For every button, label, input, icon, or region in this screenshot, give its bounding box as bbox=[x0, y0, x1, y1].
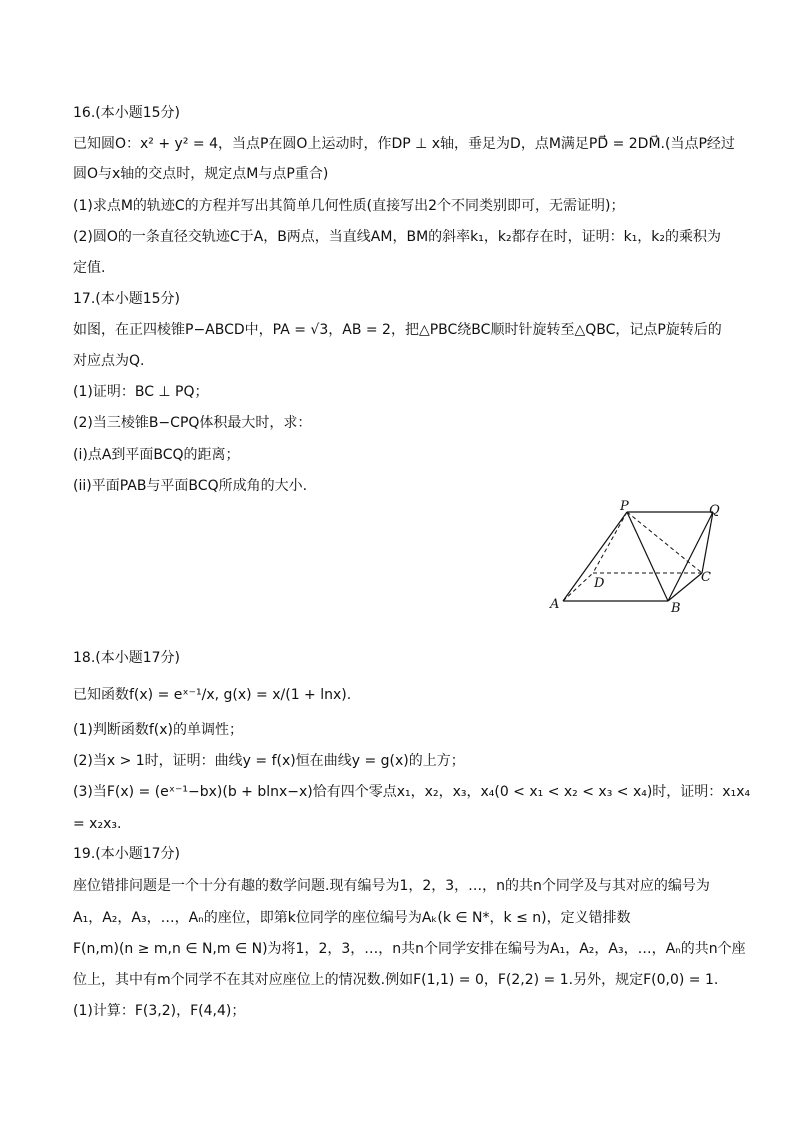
q16-line-1: 已知圆O：x² + y² = 4，当点P在圆O上运动时，作DP ⊥ x轴，垂足为D，点M满足PD⃗ = 2DM⃗.(当点P经过 bbox=[73, 136, 735, 152]
q19-line-2: A₁，A₂，A₃，…，Aₙ的座位，即第k位同学的座位编号为Aₖ(k ∈ N*，k ≤ n)，定义错排数 bbox=[73, 910, 631, 926]
q18-title: 18.(本小题17分) bbox=[73, 650, 181, 666]
q16-line-4: (2)圆O的一条直径交轨迹C于A，B两点，当直线AM，BM的斜率k₁，k₂都存在时，证明：k₁，k₂的乘积为 bbox=[73, 229, 722, 245]
edge-PB bbox=[627, 512, 668, 601]
q18-line-1: 已知函数f(x) = eˣ⁻¹/x, g(x) = x/(1 + lnx). bbox=[73, 687, 352, 703]
label-D: D bbox=[594, 576, 605, 591]
label-B: B bbox=[671, 601, 681, 616]
q16-line-3: (1)求点M的轨迹C的方程并写出其简单几何性质(直接写出2个不同类别即可，无需证明)； bbox=[73, 198, 625, 214]
q19-line-3: F(n,m)(n ≥ m,n ∈ N,m ∈ N)为将1，2，3，…，n共n个同学安排在编号为A₁，A₂，A₃，…，Aₙ的共n个座 bbox=[73, 941, 746, 957]
q18-line-3: (2)当x > 1时，证明：曲线y = f(x)恒在曲线y = g(x)的上方； bbox=[73, 753, 465, 769]
pyramid-figure bbox=[545, 500, 730, 620]
q18-line-2: (1)判断函数f(x)的单调性； bbox=[73, 722, 243, 738]
label-P: P bbox=[620, 500, 629, 514]
q18-line-4: (3)当F(x) = (eˣ⁻¹−bx)(b + blnx−x)恰有四个零点x₁，x₂，x₃，x₄(0 < x₁ < x₂ < x₃ < x₄)时，证明：x₁x₄ bbox=[73, 784, 751, 800]
edge-PC-hidden bbox=[627, 512, 702, 573]
q17-line-5: (i)点A到平面BCQ的距离； bbox=[73, 447, 240, 463]
q16-line-5: 定值. bbox=[73, 260, 106, 276]
edge-QC bbox=[702, 512, 713, 573]
label-A: A bbox=[550, 597, 560, 612]
q19-line-5: (1)计算：F(3,2)，F(4,4)； bbox=[73, 1003, 246, 1019]
q17-line-4: (2)当三棱锥B−CPQ体积最大时，求： bbox=[73, 415, 312, 431]
q17-title: 17.(本小题15分) bbox=[73, 291, 181, 307]
q17-line-1: 如图，在正四棱锥P−ABCD中，PA = √3，AB = 2，把△PBC绕BC顺时针旋转至△QBC，记点P旋转后的 bbox=[73, 322, 722, 338]
edge-PD-hidden bbox=[593, 512, 627, 573]
edge-AD-hidden bbox=[563, 573, 593, 601]
edge-QB bbox=[668, 512, 713, 601]
q16-title: 16.(本小题15分) bbox=[73, 105, 181, 121]
q17-line-2: 对应点为Q. bbox=[73, 353, 145, 369]
q17-line-3: (1)证明：BC ⊥ PQ； bbox=[73, 384, 209, 400]
edge-BC bbox=[668, 573, 702, 601]
q19-line-4: 位上，其中有m个同学不在其对应座位上的情况数.例如F(1,1) = 0，F(2,2) = 1.另外，规定F(0,0) = 1. bbox=[73, 972, 719, 988]
label-Q: Q bbox=[709, 503, 720, 518]
q17-line-6: (ii)平面PAB与平面BCQ所成角的大小. bbox=[73, 478, 308, 494]
q18-line-5: = x₂x₃. bbox=[73, 816, 122, 832]
q19-line-1: 座位错排问题是一个十分有趣的数学问题.现有编号为1，2，3，…，n的共n个同学及与其对应的编号为 bbox=[73, 878, 710, 894]
label-C: C bbox=[701, 570, 711, 585]
q16-line-2: 圆O与x轴的交点时，规定点M与点P重合) bbox=[73, 166, 329, 182]
q19-title: 19.(本小题17分) bbox=[73, 846, 181, 862]
